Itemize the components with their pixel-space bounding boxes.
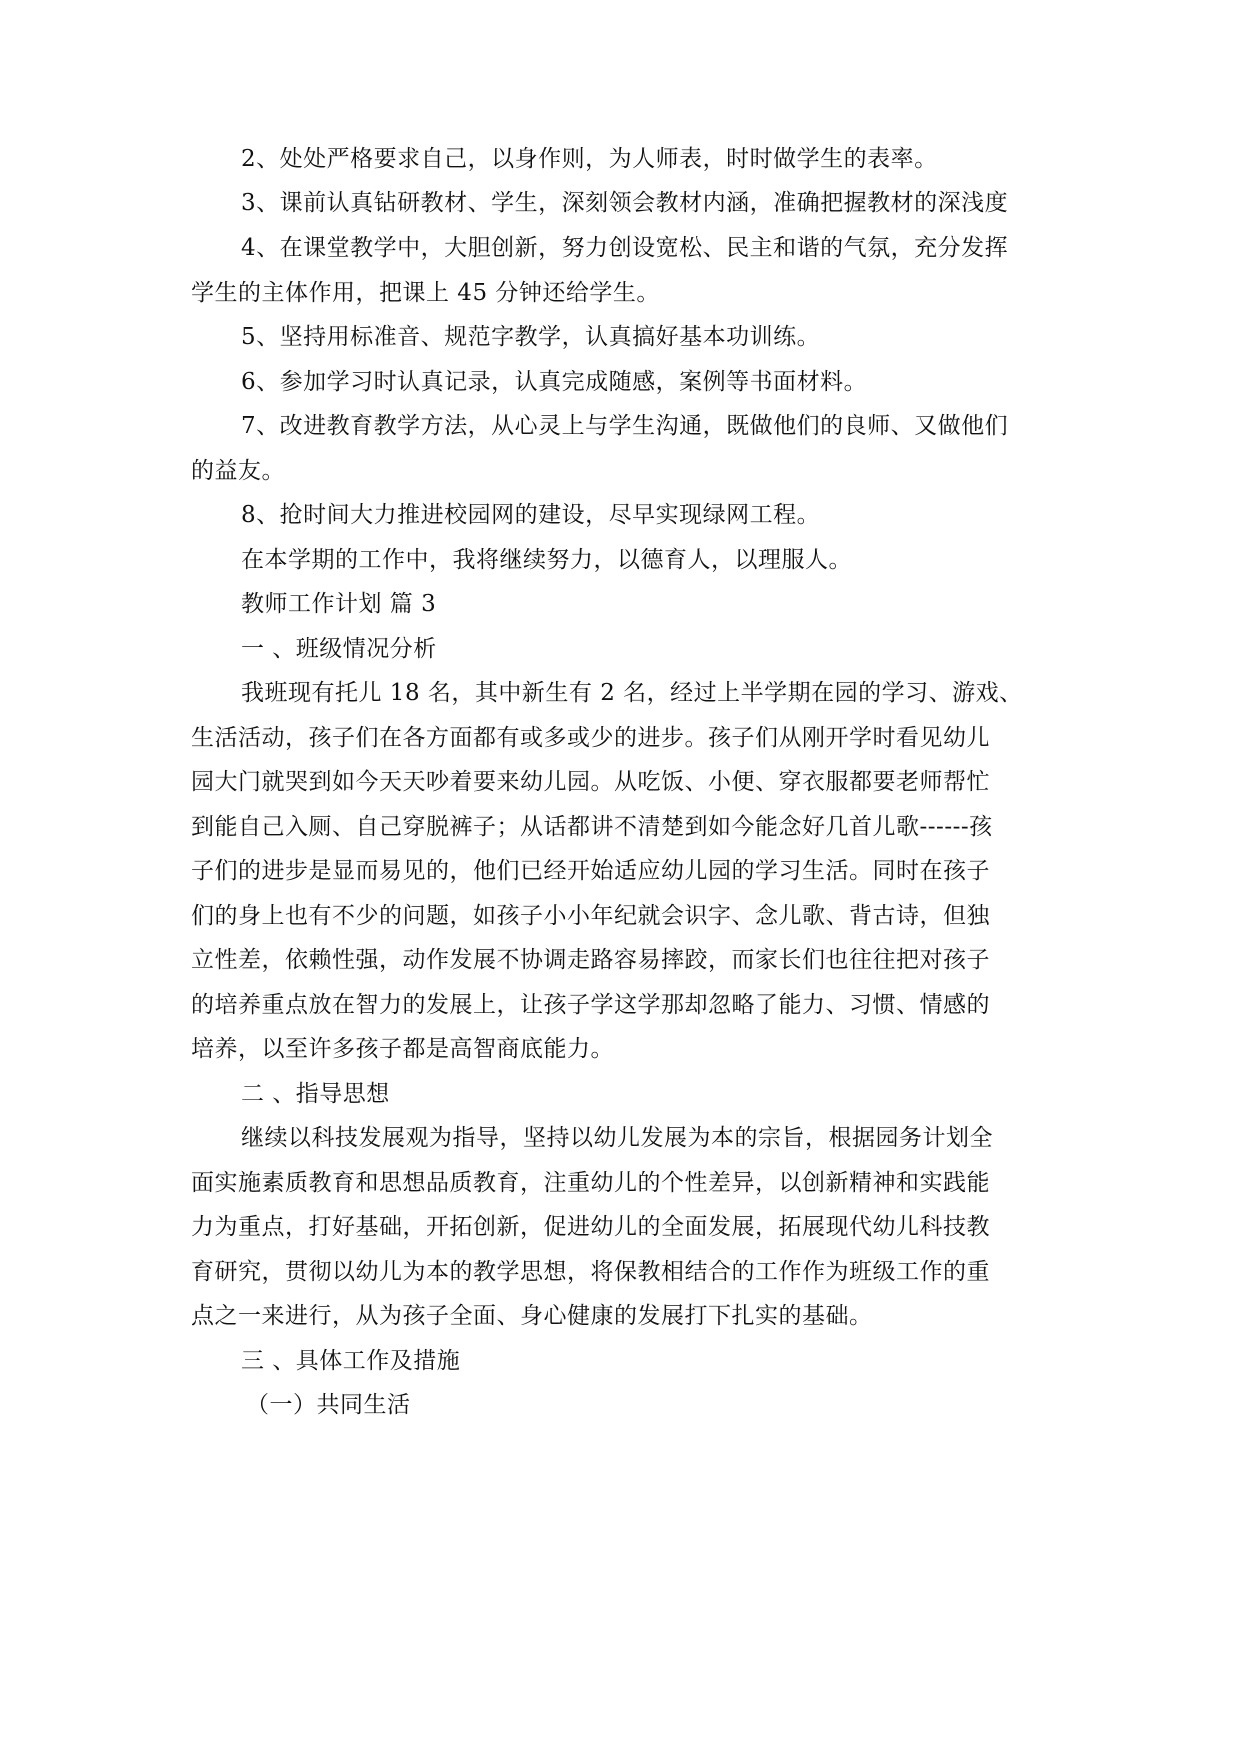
text-line: 8、抢时间大力推进校园网的建设，尽早实现绿网工程。: [241, 502, 821, 528]
text-line: 面实施素质教育和思想品质教育，注重幼儿的个性差异，以创新精神和实践能: [191, 1170, 990, 1196]
text-line: 到能自己入厕、自己穿脱裤子；从话都讲不清楚到如今能念好几首儿歌------孩: [191, 814, 993, 840]
text-line: 生活活动，孩子们在各方面都有或多或少的进步。孩子们从刚开学时看见幼儿: [191, 725, 990, 751]
text-line: 3、课前认真钻研教材、学生，深刻领会教材内涵，准确把握教材的深浅度: [241, 190, 1009, 216]
text-line: 我班现有托儿 18 名，其中新生有 2 名，经过上半学期在园的学习、游戏、: [241, 680, 1023, 706]
text-line: 2、处处严格要求自己，以身作则，为人师表，时时做学生的表率。: [241, 146, 938, 172]
text-line: 力为重点，打好基础，开拓创新，促进幼儿的全面发展，拓展现代幼儿科技教: [191, 1214, 990, 1240]
text-line: 的培养重点放在智力的发展上，让孩子学这学那却忽略了能力、习惯、情感的: [191, 992, 990, 1018]
text-line: 们的身上也有不少的问题，如孩子小小年纪就会识字、念儿歌、背古诗，但独: [191, 903, 990, 929]
section-heading: 三 、具体工作及措施: [241, 1348, 461, 1374]
section-heading: 一 、班级情况分析: [241, 636, 437, 662]
text-line: 培养，以至许多孩子都是高智商底能力。: [191, 1036, 614, 1062]
text-line: 5、坚持用标准音、规范字教学，认真搞好基本功训练。: [241, 324, 821, 350]
text-line: 点之一来进行，从为孩子全面、身心健康的发展打下扎实的基础。: [191, 1303, 873, 1329]
text-line: 在本学期的工作中，我将继续努力，以德育人，以理服人。: [241, 547, 852, 573]
text-line: 园大门就哭到如今天天吵着要来幼儿园。从吃饭、小便、穿衣服都要老师帮忙: [191, 769, 990, 795]
text-line: 继续以科技发展观为指导，坚持以幼儿发展为本的宗旨，根据园务计划全: [241, 1125, 993, 1151]
text-line: 的益友。: [191, 458, 285, 484]
text-line: 4、在课堂教学中，大胆创新，努力创设宽松、民主和谐的气氛，充分发挥: [241, 235, 1009, 261]
subsection-heading: （一）共同生活: [246, 1392, 411, 1418]
text-line: 立性差，依赖性强，动作发展不协调走路容易摔跤，而家长们也往往把对孩子: [191, 947, 990, 973]
section-heading: 二 、指导思想: [241, 1081, 390, 1107]
text-line: 6、参加学习时认真记录，认真完成随感，案例等书面材料。: [241, 369, 868, 395]
text-line: 育研究，贯彻以幼儿为本的教学思想，将保教相结合的工作作为班级工作的重: [191, 1259, 990, 1285]
text-line: 学生的主体作用，把课上 45 分钟还给学生。: [191, 280, 660, 306]
section-title: 教师工作计划 篇 3: [241, 591, 437, 617]
text-line: 7、改进教育教学方法，从心灵上与学生沟通，既做他们的良师、又做他们: [241, 413, 1009, 439]
text-line: 子们的进步是显而易见的，他们已经开始适应幼儿园的学习生活。同时在孩子: [191, 858, 990, 884]
